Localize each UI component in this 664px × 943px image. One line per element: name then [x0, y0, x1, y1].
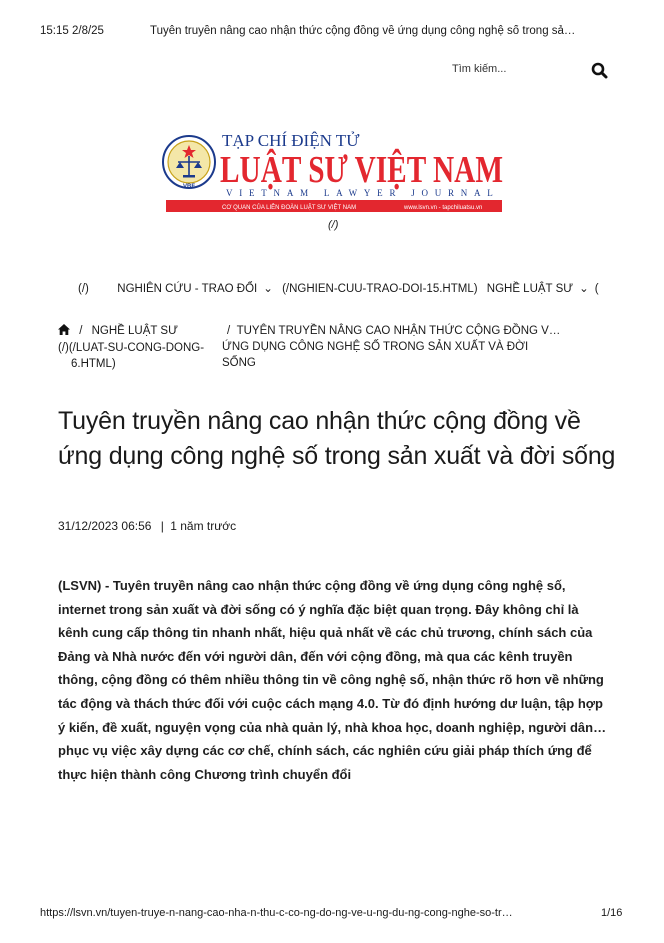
article-title: Tuyên truyền nâng cao nhận thức cộng đồng về ứng dụng công nghệ số trong sản xuất và đời sống [58, 407, 616, 470]
article-date: 31/12/2023 06:56 [58, 519, 152, 533]
breadcrumb-current [222, 323, 612, 371]
nav-item-label: NGHỀ LUẬT SƯ [486, 283, 574, 295]
nav-item-nghien-cuu[interactable] [117, 283, 263, 295]
article-lead: (LSVN) - Tuyên truyền nâng cao nhận thức cộng đồng về ứng dụng công nghệ số, internet trong sản xuất và đời sống có ý nghĩa đặc biệt quan trọng. Đây không chỉ là kênh cung cấp thông tin nhanh nhất, hiệu quả nhất về các chủ trương, chính sách của Đảng và Nhà nước đến với người dân, đến với cộng đồng, mà qua các kênh truyền thông, cộng đồng có thêm nhiều thông tin về công nghệ số, nhận thức rõ hơn về những tác động và thách thức đối với cuộc cách mạng 4.0. Từ đó định hướng dư luận, tập hợp ý kiến, đề xuất, nguyện vọng của nhà quản lý, nhà khoa học, doanh nghiệp, người dân… phục vụ việc xây dựng các cơ chế, chính sách, các nghiên cứu giải pháp thích ứng để thực hiện thành công Chương trình chuyển đổi [58, 578, 607, 782]
meta-separator: | [160, 519, 164, 533]
print-url: https://lsvn.vn/tuyen-truye-n-nang-cao-nha-n-thu-c-co-ng-do-ng-ve-u-ng-du-ng-cong-nghe-so-tr… [40, 907, 513, 919]
chevron-down-icon[interactable]: ⌄ [263, 283, 273, 295]
emblem-text: VBF [183, 184, 195, 190]
breadcrumb-current-line1: TUYÊN TRUYỀN NÂNG CAO NHẬN THỨC CỘNG ĐỒNG V… [236, 325, 561, 337]
logo-wordmark: LUẬT SƯ VIỆT NAM [220, 149, 503, 191]
main-nav [78, 281, 638, 295]
logo-tagline: TẠP CHÍ ĐIỆN TỬ [222, 131, 360, 150]
chevron-down-icon[interactable]: ⌄ [579, 283, 589, 295]
breadcrumb-separator: / [79, 325, 83, 337]
nav-home-label: (/) [78, 283, 89, 295]
print-page-number: 1/16 [601, 907, 623, 919]
print-datetime: 15:15 2/8/25 [40, 25, 104, 37]
logo-home-link[interactable]: (/) [328, 219, 339, 231]
nav-item-nghien-cuu-url[interactable] [282, 283, 484, 295]
breadcrumb-section-url: (/)(/LUAT-SU-CONG-DONG- [58, 342, 205, 354]
logo-website-text: www.lsvn.vn - tapchiluatsu.vn [404, 205, 483, 211]
home-icon[interactable] [58, 324, 70, 340]
search-icon[interactable] [590, 61, 610, 81]
vbf-emblem-icon [163, 136, 215, 188]
nav-item-tail: ( [594, 283, 599, 295]
nav-home-link[interactable] [78, 283, 95, 295]
print-doc-title: Tuyên truyền nâng cao nhận thức cộng đồng về ứng dụng công nghệ số trong sả… [150, 25, 576, 37]
nav-item-nghe-luat-su[interactable] [487, 283, 579, 295]
logo-english-name: VIETNAM LAWYER JOURNAL [226, 188, 496, 198]
breadcrumb [58, 323, 218, 372]
search-input[interactable]: Tìm kiếm... [452, 63, 507, 75]
site-logo[interactable] [160, 130, 505, 215]
nav-item-label: NGHIÊN CỨU - TRAO ĐỔI [117, 283, 258, 295]
breadcrumb-current-line3: SỐNG [222, 357, 256, 369]
breadcrumb-current-line2: ỨNG DỤNG CÔNG NGHỆ SỐ TRONG SẢN XUẤT VÀ ĐỜI [222, 341, 529, 353]
article-meta [58, 519, 236, 533]
search-box[interactable] [446, 58, 616, 84]
article-ago: 1 năm trước [170, 519, 237, 533]
nav-item-url: (/NGHIEN-CUU-TRAO-DOI-15.HTML) [282, 283, 478, 295]
breadcrumb-section-link[interactable]: NGHỀ LUẬT SƯ [91, 325, 178, 337]
breadcrumb-section-url-end: 6.HTML) [71, 358, 116, 370]
logo-org-text: CƠ QUAN CỦA LIÊN ĐOÀN LUẬT SƯ VIỆT NAM [222, 205, 357, 211]
breadcrumb-separator: / [227, 325, 231, 337]
